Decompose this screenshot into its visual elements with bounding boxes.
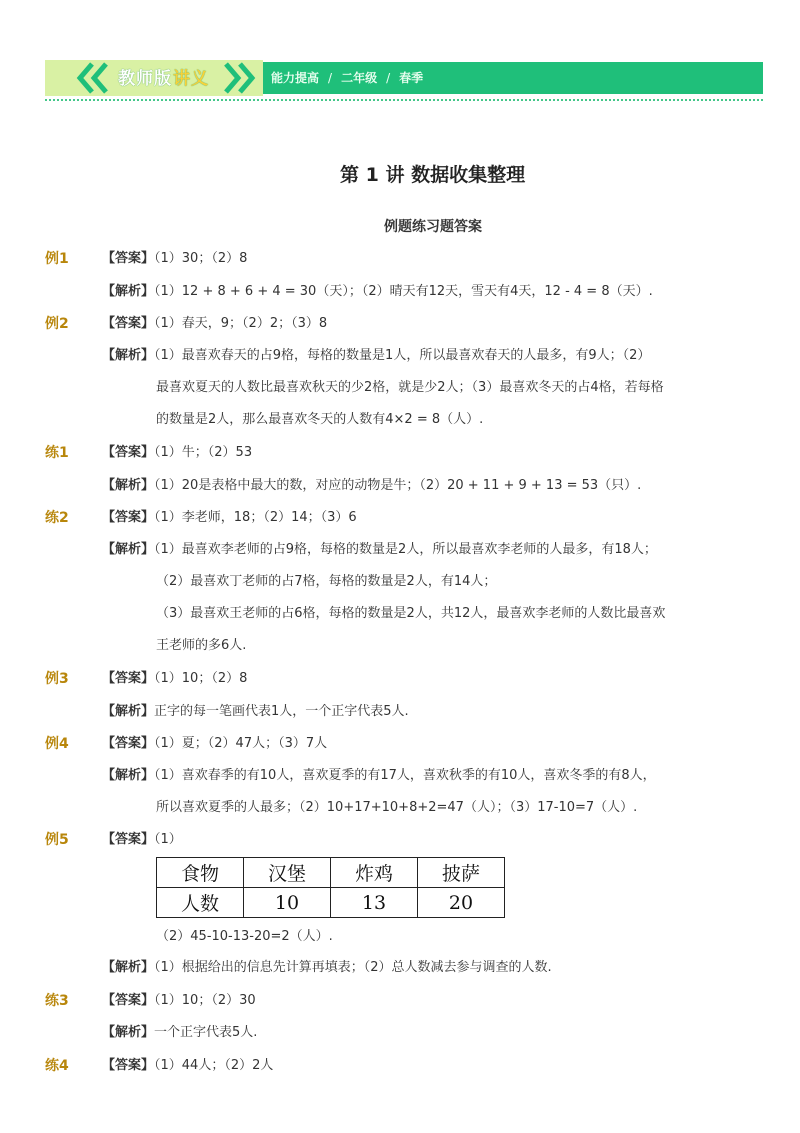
table-row [157, 858, 505, 888]
header-divider [45, 99, 763, 101]
analysis-text: 所以喜欢夏季的人最多；（2）10+17+10+8+2=47（人）；（3）17-10=7（人）. [156, 800, 638, 815]
answer-line [102, 669, 247, 689]
analysis-text: （1）最喜欢春天的占9格，每格的数量是1人，所以最喜欢春天的人最多，有9人；（2） [154, 348, 651, 363]
analysis-text: （3）最喜欢王老师的占6格，每格的数量是2人，共12人，最喜欢李老师的人数比最喜欢 [156, 606, 666, 621]
answer-tag: 【答案】 [102, 671, 155, 686]
analysis-text: （1）12 + 8 + 6 + 4 = 30（天）；（2）晴天有12天，雪天有4天，12 - 4 = 8（天）. [154, 284, 653, 299]
answer-line [102, 443, 252, 463]
answer-line [102, 1056, 273, 1076]
food-table-wrap [156, 857, 505, 918]
answer-line [102, 508, 357, 528]
analysis-text: 一个正字代表5人. [154, 1025, 258, 1040]
table-cell: 13 [331, 888, 418, 918]
item-label: 练2 [45, 510, 69, 526]
answer-text: （1）李老师，18；（2）14；（3）6 [154, 510, 357, 525]
item-label: 练1 [45, 445, 69, 461]
analysis-line [102, 1023, 257, 1043]
analysis-tag: 【解析】 [102, 960, 155, 975]
section-title: 例题练习题答案 [384, 219, 482, 235]
answer-text: （2）45-10-13-20=2（人）. [156, 929, 333, 944]
answer-line [102, 734, 327, 754]
analysis-tag: 【解析】 [102, 768, 155, 783]
answer-tag: 【答案】 [102, 251, 155, 266]
table-cell: 炸鸡 [331, 858, 418, 888]
table-cell: 20 [418, 888, 505, 918]
analysis-text: 最喜欢夏天的人数比最喜欢秋天的少2格，就是少2人；（3）最喜欢冬天的占4格，若每格 [156, 380, 664, 395]
food-table [156, 857, 505, 918]
analysis-tag: 【解析】 [102, 478, 155, 493]
answer-text: （1）牛；（2）53 [154, 445, 253, 460]
page-title: 第 1 讲 数据收集整理 [340, 164, 526, 186]
analysis-tag: 【解析】 [102, 1025, 155, 1040]
analysis-text: （1）最喜欢李老师的占9格，每格的数量是2人，所以最喜欢李老师的人最多，有18人； [154, 542, 657, 557]
analysis-line [102, 958, 552, 978]
answer-tag: 【答案】 [102, 736, 155, 751]
item-label: 例4 [45, 736, 69, 752]
analysis-text: 正字的每一笔画代表1人，一个正字代表5人. [154, 704, 409, 719]
item-label: 例2 [45, 316, 69, 332]
analysis-tag: 【解析】 [102, 348, 155, 363]
analysis-text: 的数量是2人，那么最喜欢冬天的人数有4×2 = 8（人）. [156, 412, 484, 427]
answer-text: （1）30；（2）8 [154, 251, 248, 266]
table-cell: 10 [244, 888, 331, 918]
double-chevron-right-icon [218, 60, 264, 96]
answer-tag: 【答案】 [102, 445, 155, 460]
table-cell: 披萨 [418, 858, 505, 888]
analysis-tag: 【解析】 [102, 704, 155, 719]
answer-tag: 【答案】 [102, 1058, 155, 1073]
header-title [118, 65, 209, 93]
analysis-text: （2）最喜欢丁老师的占7格，每格的数量是2人，有14人； [156, 574, 497, 589]
analysis-tag: 【解析】 [102, 284, 155, 299]
answer-text: （1）10；（2）30 [154, 993, 256, 1008]
item-label: 例5 [45, 832, 69, 848]
analysis-line [102, 282, 653, 302]
analysis-line [102, 476, 641, 496]
answer-line [102, 249, 247, 269]
answer-tag: 【答案】 [102, 510, 155, 525]
answer-tag: 【答案】 [102, 993, 155, 1008]
analysis-text: （1）根据给出的信息先计算再填表；（2）总人数减去参与调查的人数. [154, 960, 552, 975]
table-row [157, 888, 505, 918]
item-label: 练4 [45, 1058, 69, 1074]
analysis-text: 王老师的多6人. [156, 638, 247, 653]
analysis-text: （1）20是表格中最大的数，对应的动物是牛；（2）20 + 11 + 9 + 13 = 53（只）. [154, 478, 642, 493]
answer-tag: 【答案】 [102, 832, 155, 847]
analysis-text: （1）喜欢春季的有10人，喜欢夏季的有17人，喜欢秋季的有10人，喜欢冬季的有8人， [154, 768, 656, 783]
analysis-tag: 【解析】 [102, 542, 155, 557]
breadcrumb: 能力提高 / 二年级 / 春季 [271, 71, 424, 85]
analysis-line [102, 346, 650, 366]
answer-text: （1）44人；（2）2人 [154, 1058, 274, 1073]
answer-text: （1）春天，9；（2）2；（3）8 [154, 316, 328, 331]
item-label: 练3 [45, 993, 69, 1009]
table-cell: 食物 [157, 858, 244, 888]
answer-line [102, 830, 182, 850]
analysis-line [102, 540, 657, 560]
answer-text: （1）夏；（2）47人；（3）7人 [154, 736, 328, 751]
table-cell: 汉堡 [244, 858, 331, 888]
header-title-accent: 讲义 [173, 69, 209, 89]
breadcrumb-season: 春季 [399, 71, 424, 85]
answer-tag: 【答案】 [102, 316, 155, 331]
double-chevron-left-icon [72, 60, 118, 96]
item-label: 例1 [45, 251, 69, 267]
item-label: 例3 [45, 671, 69, 687]
analysis-line [102, 702, 409, 722]
answer-text: （1）10；（2）8 [154, 671, 248, 686]
answer-text: （1） [154, 832, 182, 847]
answer-line [102, 991, 256, 1011]
header-title-main: 教师版 [118, 69, 172, 89]
analysis-line [102, 766, 656, 786]
breadcrumb-level: 能力提高 [271, 71, 320, 85]
breadcrumb-grade: 二年级 [341, 71, 378, 85]
table-cell: 人数 [157, 888, 244, 918]
answer-line [102, 314, 327, 334]
